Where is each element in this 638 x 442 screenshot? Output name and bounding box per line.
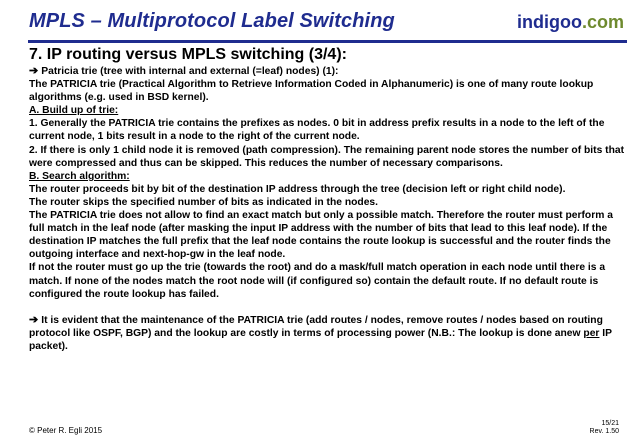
conclusion-text-emphasis: per bbox=[583, 327, 600, 339]
spacer bbox=[29, 301, 625, 314]
conclusion-text-start: It is evident that the maintenance of the PATRICIA trie (add routes / nodes, remove routes / nodes based on routing protocol like OSPF, BGP) and the lookup are costly in terms of processing power (N.B.: The lookup is done anew bbox=[29, 314, 603, 339]
body-text bbox=[29, 65, 625, 353]
logo-text-main: indigoo bbox=[517, 12, 582, 32]
search-paragraph-4: If not the router must go up the trie (towards the root) and do a mask/full match operation in each node until there is a match. If none of the nodes match the root node will (if configured so) contain the default route. If no default route is configured the route lookup has failed. bbox=[29, 262, 606, 300]
footer-page-info bbox=[590, 420, 619, 436]
search-paragraph-3: The PATRICIA trie does not allow to find an exact match but only a possible match. Therefore the router must perform a full match in the leaf node (after masking the input IP address with the number of bits that lead to this leaf node). If the destination IP matches the full prefix that the leaf node contains the route lookup is successful and the router finds the outgoing interface and next-hop-gw in the leaf node. bbox=[29, 210, 613, 261]
page-number: 15/21 bbox=[601, 420, 619, 427]
search-paragraph-2: The router skips the specified number of bits as indicated in the nodes. bbox=[29, 196, 379, 208]
buildup-heading: A. Build up of trie: bbox=[29, 105, 119, 117]
conclusion-text-end: IP packet). bbox=[29, 327, 612, 352]
slide-title: MPLS – Multiprotocol Label Switching bbox=[29, 10, 395, 32]
section-heading: 7. IP routing versus MPLS switching (3/4): bbox=[29, 46, 347, 63]
search-paragraph-1: The router proceeds bit by bit of the destination IP address through the tree (decision left or right child node). bbox=[29, 183, 566, 195]
intro-bullet bbox=[29, 65, 625, 78]
slide-header bbox=[0, 0, 638, 46]
buildup-point-1: 1. Generally the PATRICIA trie contains the prefixes as nodes. 0 bit in address prefix results in a node to the left of the current node, 1 bits result in a node to the right of the current node. bbox=[29, 118, 605, 143]
logo-text-domain: .com bbox=[581, 12, 624, 32]
revision: Rev. 1.50 bbox=[589, 428, 619, 435]
indigoo-logo bbox=[517, 12, 624, 33]
intro-text: The PATRICIA trie (Practical Algorithm to Retrieve Information Coded in Alphanumeric) is one of many route lookup algorithms (e.g. used in BSD kernel). bbox=[29, 79, 594, 104]
arrow-right-icon: ➔ bbox=[29, 65, 39, 77]
header-divider bbox=[28, 40, 627, 43]
search-heading: B. Search algorithm: bbox=[29, 170, 130, 182]
slide-content bbox=[29, 45, 625, 353]
footer-copyright: © Peter R. Egli 2015 bbox=[29, 426, 103, 435]
buildup-point-2: 2. If there is only 1 child node it is removed (path compression). The remaining parent node stores the number of bits that were compressed and thus can be skipped. This reduces the number of necessary comparisons. bbox=[29, 144, 625, 169]
arrow-right-icon: ➔ bbox=[29, 313, 39, 326]
conclusion-bullet bbox=[29, 314, 625, 353]
intro-bullet-text: Patricia trie (tree with internal and external (=leaf) nodes) (1): bbox=[41, 66, 339, 77]
